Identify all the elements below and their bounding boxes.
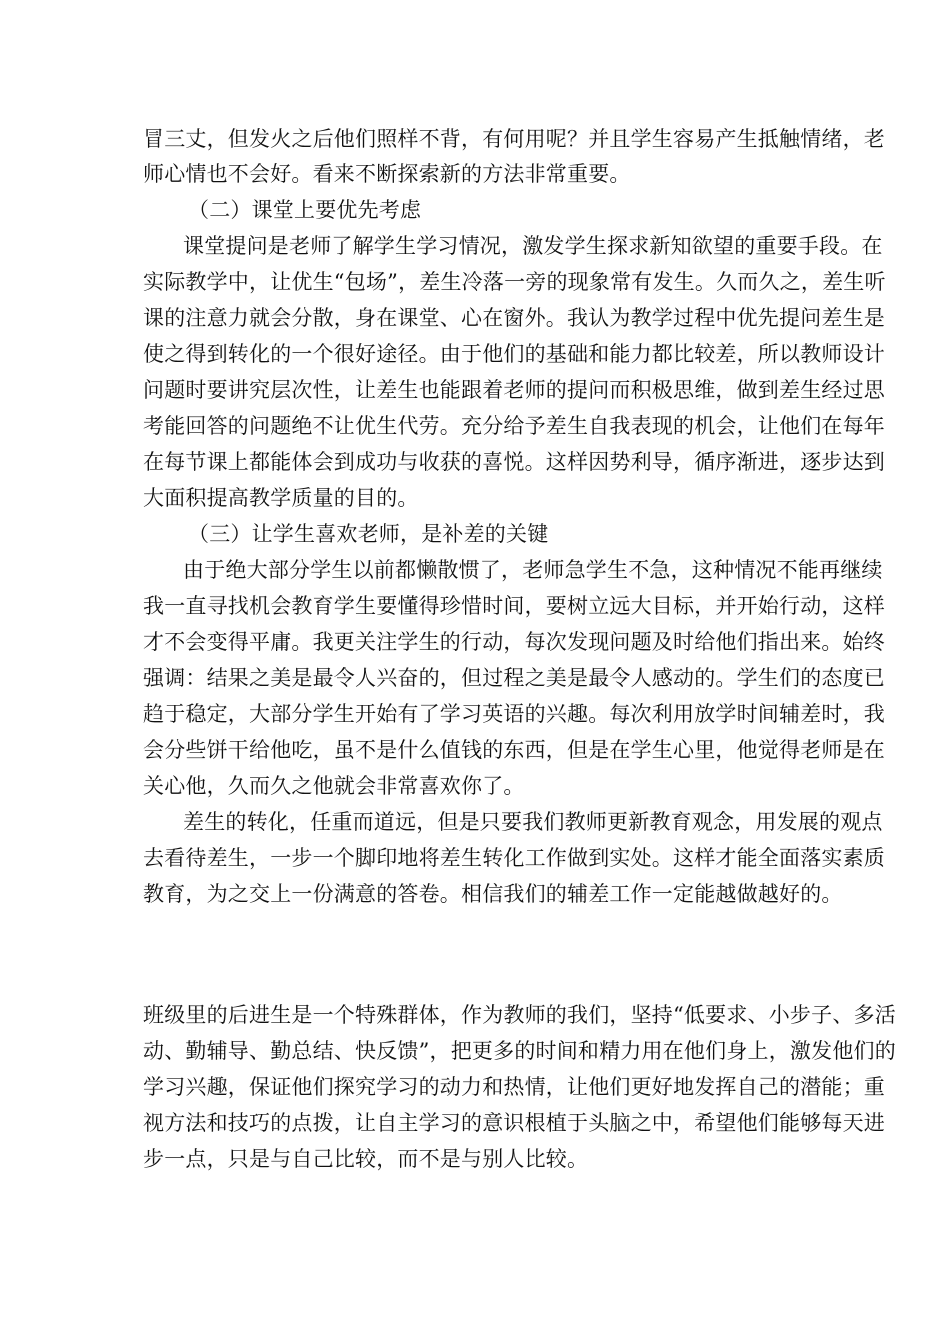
text-line: 在每节课上都能体会到成功与收获的喜悦。这样因势利导，循序渐进，逐步达到 bbox=[143, 450, 885, 474]
text-line: 考能回答的问题绝不让优生代劳。充分给予差生自我表现的机会，让他们在每年 bbox=[143, 414, 885, 438]
section-heading: （二）课堂上要优先考虑 bbox=[188, 198, 422, 222]
section-heading: （三）让学生喜欢老师，是补差的关键 bbox=[188, 522, 549, 546]
text-line: 去看待差生，一步一个脚印地将差生转化工作做到实处。这样才能全面落实素质 bbox=[143, 846, 885, 870]
text-line: 冒三丈，但发火之后他们照样不背，有何用呢？并且学生容易产生抵触情绪，老 bbox=[143, 127, 885, 151]
paragraph-first-line: 差生的转化，任重而道远，但是只要我们教师更新教育观念，用发展的观点 bbox=[183, 810, 883, 834]
text-line: 使之得到转化的一个很好途径。由于他们的基础和能力都比较差，所以教师设计 bbox=[143, 342, 885, 366]
text-line: 会分些饼干给他吃，虽不是什么值钱的东西，但是在学生心里，他觉得老师是在 bbox=[143, 738, 885, 762]
paragraph-first-line: 由于绝大部分学生以前都懒散惯了，老师急学生不急，这种情况不能再继续 bbox=[183, 558, 883, 582]
text-line: 课的注意力就会分散，身在课堂、心在窗外。我认为教学过程中优先提问差生是 bbox=[143, 306, 885, 330]
text-line: 我一直寻找机会教育学生要懂得珍惜时间，要树立远大目标，并开始行动，这样 bbox=[143, 594, 885, 618]
text-line: 强调：结果之美是最令人兴奋的，但过程之美是最令人感动的。学生们的态度已 bbox=[143, 666, 885, 690]
text-line: 步一点，只是与自己比较，而不是与别人比较。 bbox=[143, 1147, 589, 1171]
text-line: 大面积提高教学质量的目的。 bbox=[143, 486, 419, 510]
text-line: 才不会变得平庸。我更关注学生的行动，每次发现问题及时给他们指出来。始终 bbox=[143, 630, 885, 654]
text-line: 班级里的后进生是一个特殊群体，作为教师的我们，坚持“低要求、小步子、多活 bbox=[143, 1003, 896, 1027]
text-line: 趋于稳定，大部分学生开始有了学习英语的兴趣。每次利用放学时间辅差时，我 bbox=[143, 702, 885, 726]
text-line: 视方法和技巧的点拨，让自主学习的意识根植于头脑之中，希望他们能够每天进 bbox=[143, 1111, 885, 1135]
text-line: 师心情也不会好。看来不断探索新的方法非常重要。 bbox=[143, 162, 631, 186]
text-line: 实际教学中，让优生“包场”，差生冷落一旁的现象常有发生。久而久之，差生听 bbox=[143, 270, 886, 294]
text-line: 学习兴趣，保证他们探究学习的动力和热情，让他们更好地发挥自己的潜能；重 bbox=[143, 1075, 885, 1099]
paragraph-first-line: 课堂提问是老师了解学生学习情况，激发学生探求新知欲望的重要手段。在 bbox=[183, 234, 883, 258]
text-line: 关心他，久而久之他就会非常喜欢你了。 bbox=[143, 774, 525, 798]
text-line: 问题时要讲究层次性，让差生也能跟着老师的提问而积极思维，做到差生经过思 bbox=[143, 378, 885, 402]
text-line: 教育，为之交上一份满意的答卷。相信我们的辅差工作一定能越做越好的。 bbox=[143, 882, 843, 906]
text-line: 动、勤辅导、勤总结、快反馈”，把更多的时间和精力用在他们身上，激发他们的 bbox=[143, 1039, 896, 1063]
